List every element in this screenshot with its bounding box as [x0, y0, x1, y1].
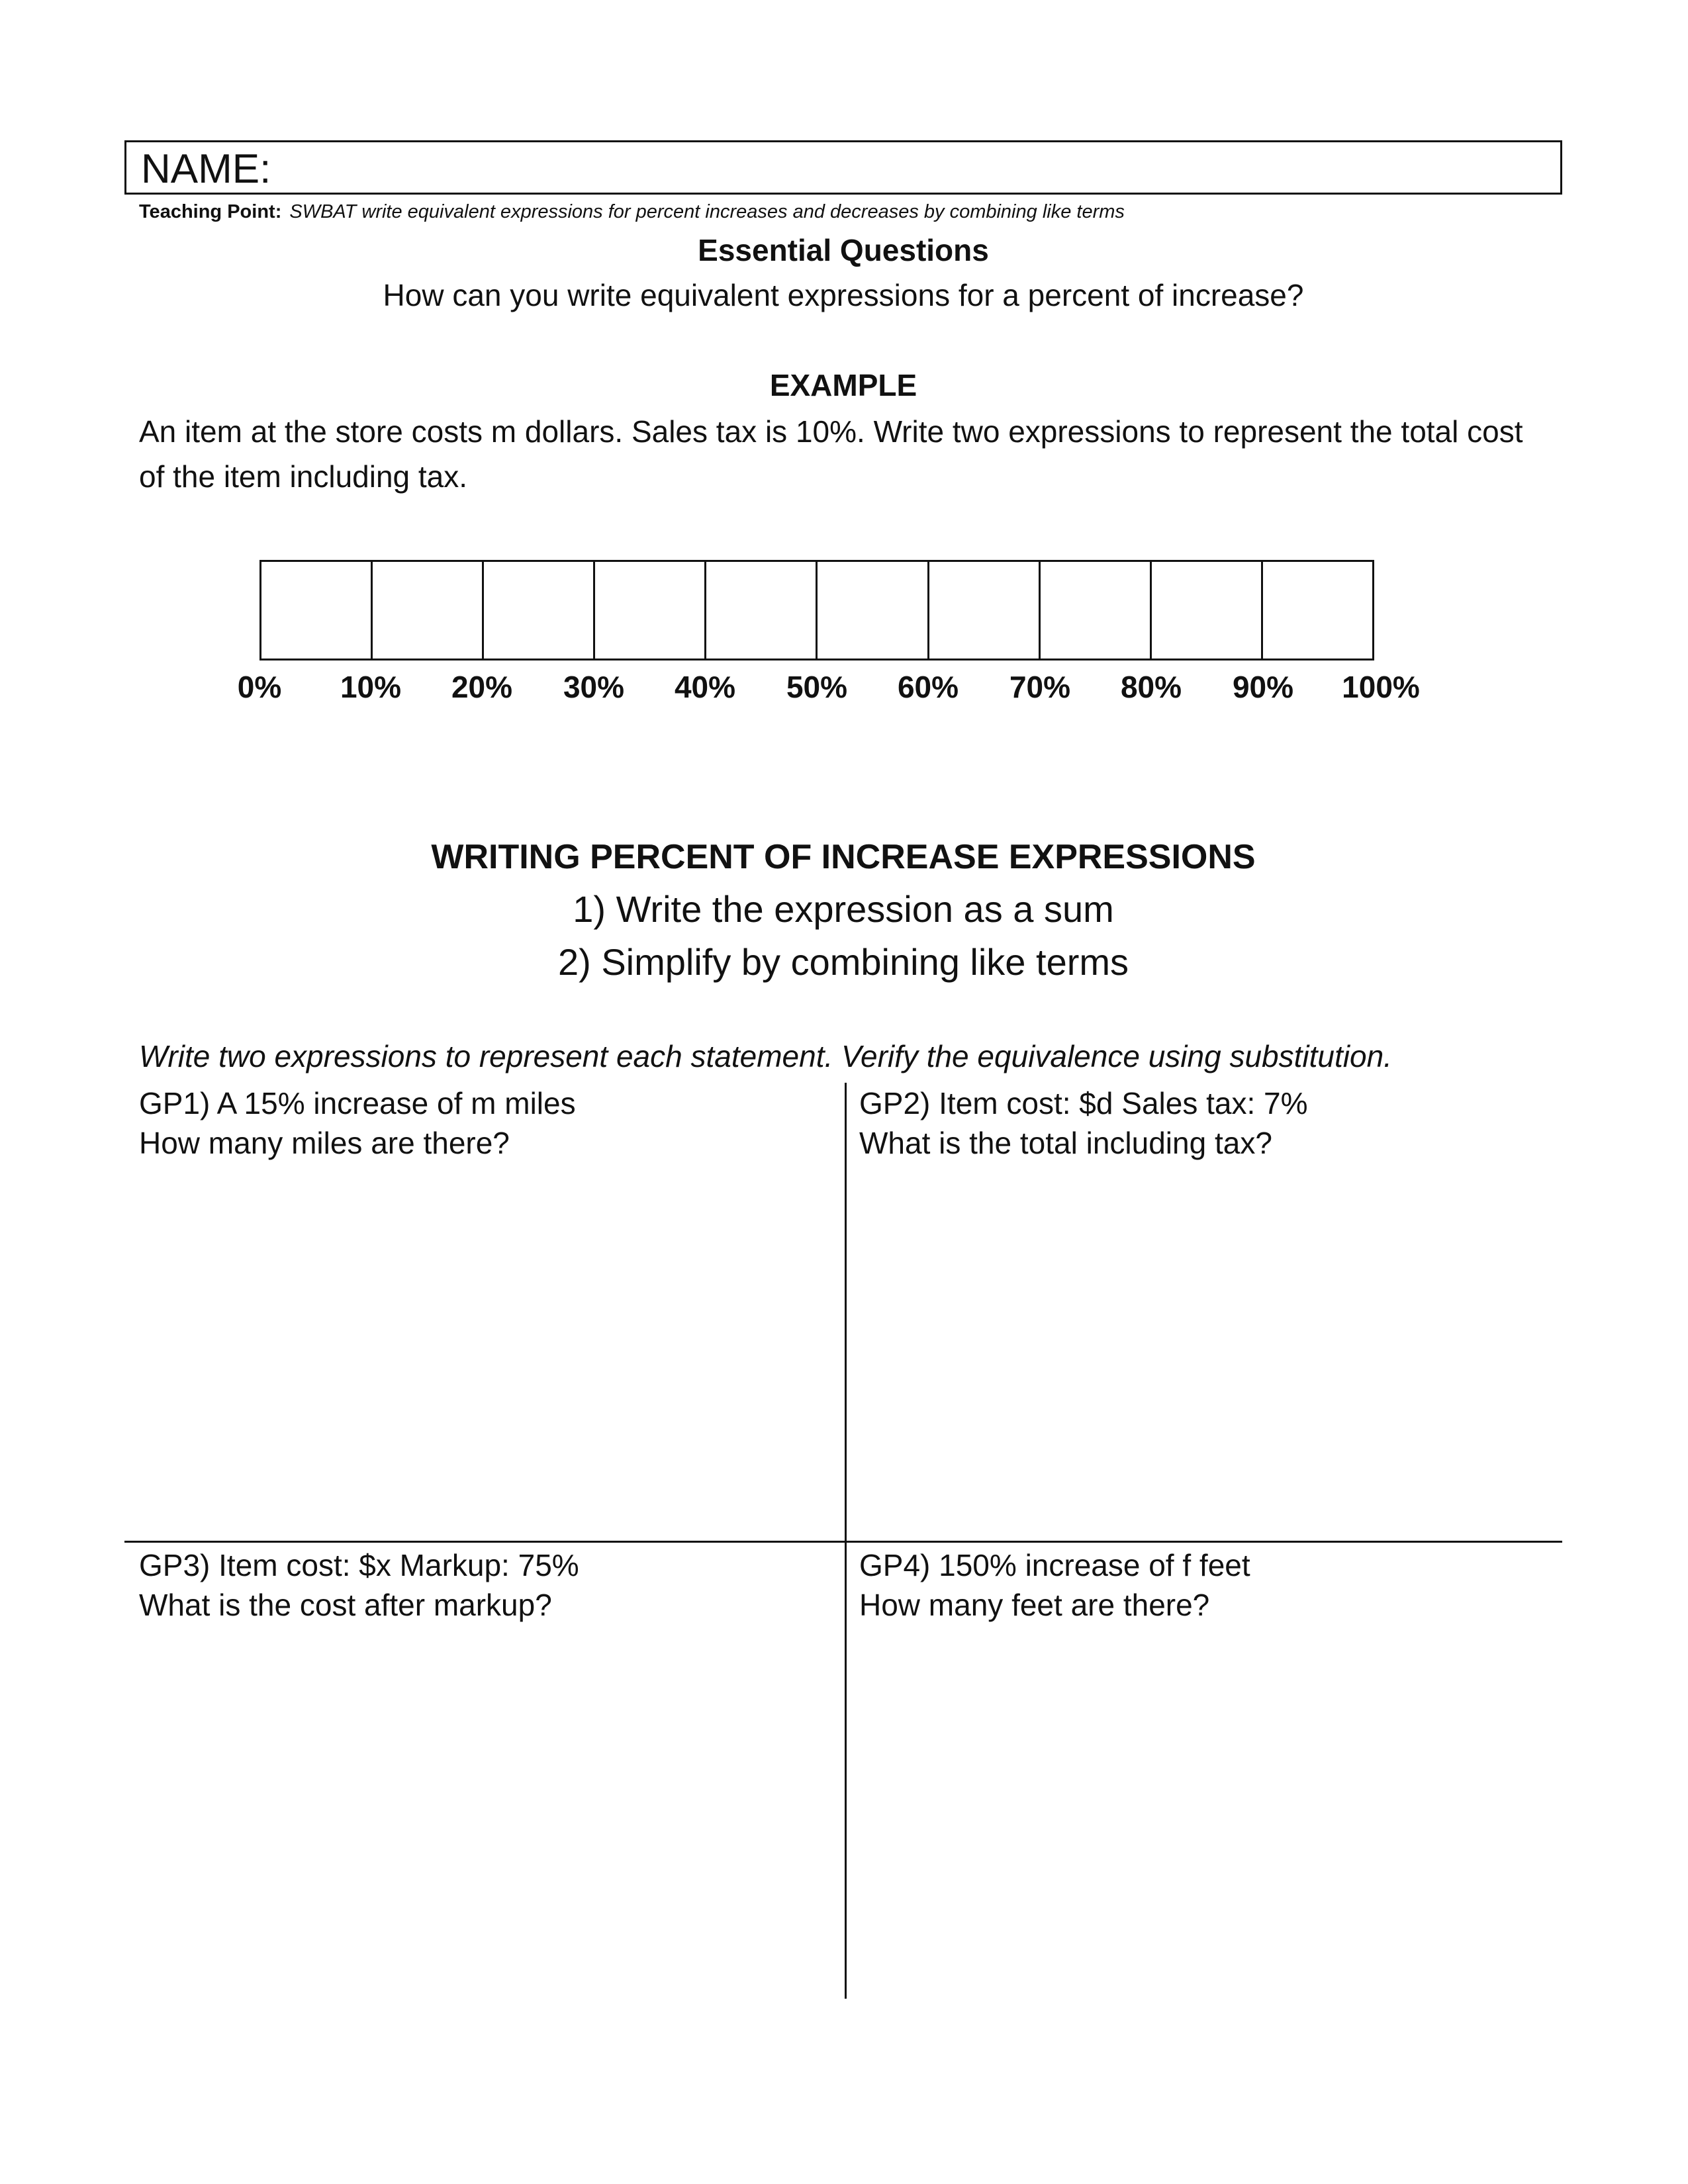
gp3-question: What is the cost after markup? [139, 1588, 552, 1622]
gp2-title: GP2) Item cost: $d Sales tax: 7% [859, 1086, 1308, 1120]
example-text: An item at the store costs m dollars. Sales tax is 10%. Write two expressions to represent the total cost of the item including tax. [139, 414, 1523, 494]
gp2-question: What is the total including tax? [859, 1126, 1272, 1160]
step-2: 2) Simplify by combining like terms [557, 941, 1129, 983]
percent-label: 50% [786, 670, 848, 704]
percent-bar-cell [929, 562, 1041, 659]
percent-label: 90% [1232, 670, 1294, 704]
percent-label: 30% [563, 670, 625, 704]
gp1-title: GP1) A 15% increase of m miles [139, 1086, 576, 1120]
percent-label: 70% [1009, 670, 1071, 704]
percent-label: 20% [451, 670, 513, 704]
teaching-point [139, 199, 1125, 225]
section-title: WRITING PERCENT OF INCREASE EXPRESSIONS [431, 838, 1256, 876]
teaching-point-text: SWBAT write equivalent expressions for percent increases and decreases by combining like terms [289, 201, 1125, 222]
percent-label: 80% [1120, 670, 1182, 704]
percent-label: 100% [1342, 670, 1420, 704]
gp4-question: How many feet are there? [859, 1588, 1210, 1622]
percent-bar-cell [484, 562, 595, 659]
percent-bar-cell [1152, 562, 1263, 659]
percent-bar [259, 560, 1374, 660]
name-field-box[interactable] [124, 140, 1562, 195]
percent-bar-cell [1041, 562, 1152, 659]
gp1-question: How many miles are there? [139, 1126, 510, 1160]
gp3-title: GP3) Item cost: $x Markup: 75% [139, 1548, 579, 1582]
teaching-point-label: Teaching Point: [139, 201, 282, 222]
percent-label: 60% [897, 670, 959, 704]
percent-bar-cell [373, 562, 484, 659]
percent-bar-cell [706, 562, 818, 659]
essential-questions-title: Essential Questions [698, 233, 989, 267]
essential-question: How can you write equivalent expressions for a percent of increase? [383, 278, 1304, 312]
percent-bar-cell [261, 562, 373, 659]
percent-bar-cell [595, 562, 706, 659]
gp4-title: GP4) 150% increase of f feet [859, 1548, 1250, 1582]
name-label: NAME: [141, 146, 271, 192]
horizontal-divider [124, 1541, 1562, 1543]
percent-label: 10% [340, 670, 402, 704]
instruction: Write two expressions to represent each statement. Verify the equivalence using substitution. [139, 1039, 1392, 1073]
step-1: 1) Write the expression as a sum [573, 888, 1114, 930]
percent-bar-cell [818, 562, 929, 659]
percent-bar-cell [1263, 562, 1372, 659]
percent-label: 0% [237, 670, 282, 704]
example-title: EXAMPLE [769, 368, 917, 402]
percent-label: 40% [674, 670, 736, 704]
